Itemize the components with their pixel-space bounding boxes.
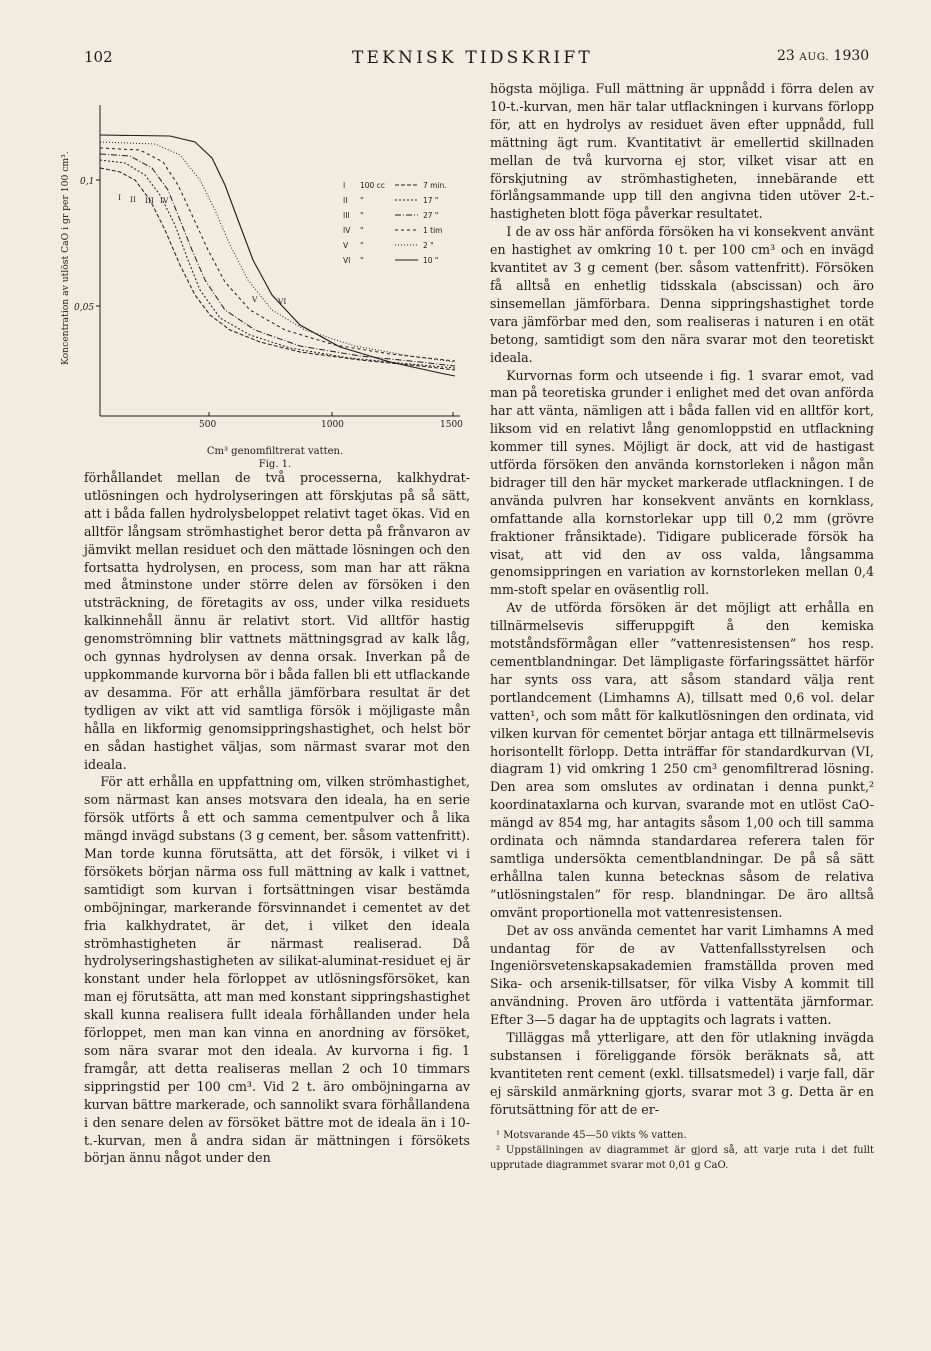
date-year: 1930 <box>833 48 870 64</box>
paragraph: För att erhålla en uppfattning om, vilken strömhastighet, som närmast kan anses motsvara den ideala, ha en serie försök utförts å ett och samma cementpulver och å lika mängd invägd substans (3 g cement, ber. såsom vattenfritt). Man torde kunna förutsätta, att det försök, i vilket vi i försökets början närma oss full mättning av kalk i vattnet, samtidigt som kurvan i fortsättningen visar bestämda omböjningar, markerande försvinnandet i cementet av det fria kalkhydratet, är det, i vilket den ideala strömhastigheten är närmast realiserad. Då hydrolyseringshastigheten av silikat-aluminat-residuet ej är konstant under hela förloppet av utlösningsförsöket, kan man ej förutsätta, att man med konstant sippringshastighet skall kunna realisera fullt ideala förhållanden under hela förloppet, men man kan vinna en anordning av försöket, som nära svarar mot den ideala. Av kurvorna i fig. 1 framgår, att detta realiseras mellan 2 och 10 timmars sippringstid per 100 cm³. Vid 2 t. äro omböjningarna av kurvan bättre markerade, och sannolikt svara förhållandena i den senare delen av försöket bättre mot de ideala än i 10-t.-kurvan, men å andra sidan är mättningen i försökets början ännu något under den <box>84 774 470 1166</box>
legend-curve-id: VI <box>343 256 351 265</box>
legend-rate: " <box>360 211 364 220</box>
x-tick-label: 500 <box>199 420 217 430</box>
legend-rate: 100 cc <box>360 181 385 190</box>
legend-rate: " <box>360 196 364 205</box>
legend-curve-id: II <box>343 196 348 205</box>
x-tick-label: 1500 <box>440 420 463 430</box>
legend-rate: " <box>360 241 364 250</box>
footnotes <box>490 1127 874 1173</box>
legend-curve-id: V <box>343 241 349 250</box>
y-tick-label: 0,05 <box>74 303 95 313</box>
page-number: 102 <box>84 48 113 66</box>
curve-label-VI: VI <box>278 297 287 306</box>
journal-title: TEKNISK TIDSKRIFT <box>352 48 593 68</box>
footnote: ² Uppställningen av diagrammet är gjord så, att varje ruta i det fullt upprutade diagrammet svarar mot 0,01 g CaO. <box>490 1144 874 1171</box>
curve-VI <box>100 135 455 376</box>
legend-rate: " <box>360 256 364 265</box>
x-axis-label: Cm³ genomfiltrerat vatten. <box>206 446 344 457</box>
legend-time: 1 tim <box>423 226 443 235</box>
curve-label-III: III <box>145 196 154 205</box>
date-day: 23 <box>777 48 795 64</box>
date-month: AUG. <box>799 51 830 63</box>
legend-time: 17 " <box>423 196 439 205</box>
curve-label-I: I <box>118 193 121 202</box>
legend-rate: " <box>360 226 364 235</box>
curve-V <box>100 142 455 362</box>
legend-time: 10 " <box>423 256 439 265</box>
x-tick-label: 1000 <box>321 420 344 430</box>
paragraph: Tilläggas må ytterligare, att den för utlakning invägda substansen i föreliggande försök beräknats så, att kvantiteten rent cement (exkl. tillsatsmedel) i varje fall, där ej särskild anmärkning gjorts, svarar mot 3 g. Detta är en förutsättning för att de er- <box>490 1030 874 1117</box>
footnote: ¹ Motsvarande 45—50 vikts % vatten. <box>496 1129 687 1141</box>
figure-1-chart <box>60 90 480 470</box>
paragraph: Av de utförda försöken är det möjligt att erhålla en tillnärmelsevis sifferuppgift å den kemiska motståndsförmågan eller ”vattenresistensen” hos resp. cementblandningar. Det lämpligaste förfaringssättet härför har synts oss vara, att såsom standard välja rent portlandcement (Limhamns A), tillsatt med 0,6 vol. delar vatten¹, och som mått för kalkutlösningen den ordinata, vid vilken kurvan för cementet börjar antaga ett tillnärmelsevis horisontellt förlopp. Detta inträffar för standardkurvan (VI, diagram 1) vid omkring 1 250 cm³ genomfiltrerad lösning. Den area som omslutes av ordinatan i denna punkt,² koordinataxlarna och kurvan, svarande mot en utlöst CaO-mängd av 854 mg, har antagits såsom 1,00 och till samma ordinata och nämnda standardarea referera talen för samtliga undersökta cementblandningar. De på så sätt erhållna talen kunna betecknas såsom de relativa ”utlösningstalen” för resp. blandningar. De äro alltså omvänt proportionella mot vattenresistensen. <box>490 600 874 920</box>
paragraph: Kurvornas form och utseende i fig. 1 svarar emot, vad man på teoretiska grunder i enlighet med det ovan anförda har att vänta, nämligen att i båda fallen vid en alltför kort, liksom vid en relativt lång genomloppstid en utflackning kommer till synes. Möjligt är dock, att vid de hastigast utförda försöken den använda kornstorleken i någon mån bidrager till den här mycket markerade utflackningen. I de använda pulvren har konsekvent använts en kornklass, omfattande alla kornstorlekar upp till 0,2 mm (grövre fraktioner frånsiktade). Tidigare publicerade försök ha visat, att vid den av oss valda, långsamma genomsippringen en variation av kornstorleken mellan 0,4 mm-stoft spelar en oväsentlig roll. <box>490 367 874 598</box>
y-axis-label: Koncentration av utlöst CaO i gr per 100 cm³. <box>60 151 71 365</box>
curve-label-IV: IV <box>160 196 169 205</box>
curve-II <box>100 160 455 368</box>
right-column <box>490 80 874 1173</box>
issue-date <box>777 48 869 64</box>
paragraph: förhållandet mellan de två processerna, kalkhydrat-utlösningen och hydrolyseringen att förskjutas på så sätt, att i båda fallen hydrolysbeloppet relativt taget ökas. Vid en alltför långsam strömhastighet beror detta på frånvaron av jämvikt mellan residuet och den mättade lösningen och den fortsatta hydrolysen, en process, som man har att räkna med åtminstone under större delen av försöken i den utsträckning, de företagits av oss, under vilka residuets kalkinnehåll ännu är relativt stort. Vid alltför hastig genomströmning blir vattnets mättningsgrad av kalk låg, och gynnas hydrolysen av denna orsak. Inverkan på de uppkommande kurvorna bör i båda fallen bli ett utflackande av desamma. För att erhålla jämförbara resultat är det tydligen av vikt att vid samtliga försök i möjligaste mån hålla en likformig genomsippringshastighet, och helst bör en sådan hastighet väljas, som närmast svarar mot den ideala. <box>84 470 470 772</box>
legend-curve-id: IV <box>343 226 351 235</box>
paragraph: I de av oss här anförda försöken ha vi konsekvent använt en hastighet av omkring 10 t. per 100 cm³ och en invägd kvantitet av 3 g cement (ber. såsom vattenfritt). Försöken få alltså en enhetlig tidsskala (abscissan) och äro sinsemellan jämförbara. Denna sippringshastighet torde vara jämförbar med den, som realiseras i naturen i en otät betong, samtidigt som den nära svarar mot den teoretiskt ideala. <box>490 224 874 365</box>
figure-caption-block <box>180 445 370 471</box>
legend-time: 2 " <box>423 241 434 250</box>
paragraph: Det av oss använda cementet har varit Limhamns A med undantag för de av Vattenfallsstyrelsen och Ingeniörsvetenskapsakademien framställda proven med Sika- och arsenik-tillsatser, för vilka Visby A kommit till användning. Proven äro utförda i vattentäta järnformar. Efter 3—5 dagar ha de upptagits och lagrats i vatten. <box>490 922 874 1028</box>
figure-caption: Fig. 1. <box>258 459 292 470</box>
legend-time: 7 min. <box>423 181 447 190</box>
y-tick-label: 0,1 <box>80 177 95 187</box>
curve-IV <box>100 148 455 361</box>
curve-label-II: II <box>130 195 136 204</box>
legend-curve-id: III <box>343 211 350 220</box>
legend-time: 27 " <box>423 211 439 220</box>
curve-label-V: V <box>252 295 258 304</box>
legend <box>343 181 447 265</box>
left-column <box>84 469 470 1167</box>
paragraph: högsta möjliga. Full mättning är uppnådd i förra delen av 10-t.-kurvan, men här talar utflackningen i kurvans förlopp för, att en hydrolys av residuet även efter uppnådd, full mättning ägt rum. Kvantitativt är emellertid skillnaden mellan de två kurvorna ej stor, vilket visar att en förskjutning av strömhastigheten, innebärande ett förlångsammande upp till den angivna tiden utöver 2-t.-hastigheten blott föga påverkar resultatet. <box>490 81 874 222</box>
legend-curve-id: I <box>343 181 346 190</box>
